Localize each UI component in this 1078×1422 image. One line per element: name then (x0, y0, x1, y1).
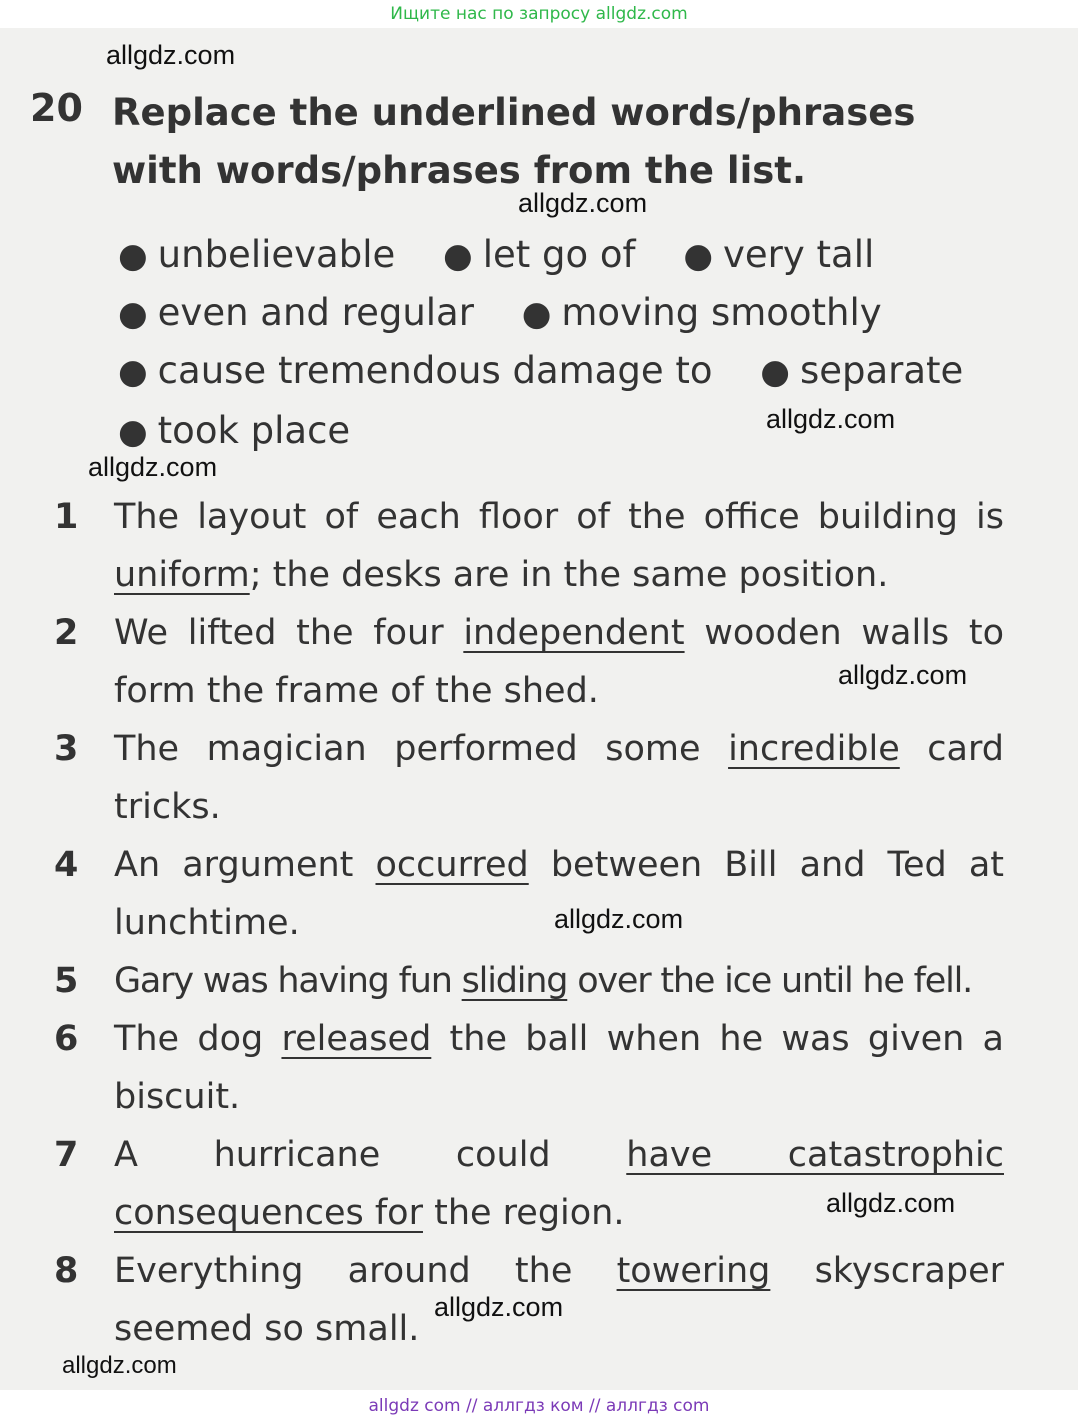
sentence-text: The dog (114, 1019, 282, 1059)
exercise-number: 20 (30, 86, 83, 130)
underlined-phrase: released (281, 1019, 432, 1059)
sentence-text: Everything around the (114, 1251, 617, 1291)
word-option: very tall (723, 233, 875, 276)
item-number: 5 (54, 961, 79, 1001)
item-sentence (114, 836, 1004, 952)
watermark: allgdz.com (838, 660, 968, 690)
watermark: allgdz.com (106, 40, 236, 70)
bullet-icon: ● (521, 294, 552, 334)
word-list-row (118, 409, 386, 452)
bullet-icon: ● (118, 412, 148, 452)
word-option: took place (157, 409, 351, 452)
sentence-text: Gary was having fun (114, 961, 462, 1001)
bullet-icon: ● (443, 236, 473, 276)
sentence-text: We lifted the four (114, 613, 464, 653)
watermark: allgdz.com (766, 404, 896, 434)
bullet-icon: ● (118, 352, 148, 392)
sentence-text: A hurricane could (114, 1135, 627, 1175)
word-option: separate (799, 349, 964, 392)
underlined-phrase: independent (463, 613, 685, 653)
bullet-icon: ● (683, 236, 713, 276)
item-number: 8 (54, 1251, 79, 1291)
item-number: 2 (54, 613, 79, 653)
word-option: cause tremendous damage to (157, 349, 713, 392)
word-option: let go of (482, 233, 636, 276)
sentence-text: the region. (422, 1193, 625, 1233)
word-option: moving smoothly (561, 291, 882, 334)
sentence-text: skyscraper seemed so small. (114, 1251, 1004, 1349)
underlined-phrase: sliding (461, 961, 568, 1001)
sentence-text: card tricks. (114, 729, 1004, 827)
item-sentence (114, 952, 1004, 1010)
item-sentence (114, 1126, 1004, 1242)
sentence-text: wooden walls to form the frame of the shed. (114, 613, 1005, 711)
word-option: even and regular (157, 291, 474, 334)
word-option: unbelievable (157, 233, 396, 276)
underlined-phrase: have catastrophic consequences for (114, 1135, 1004, 1233)
sentence-text: The magician performed some (114, 729, 729, 769)
sentence-text: over the ice until he fell. (567, 961, 973, 1001)
word-list-row (118, 233, 910, 276)
item-sentence (114, 1242, 1004, 1358)
bottom-banner: allgdz com // аллгдз ком // аллгдз com (0, 1390, 1078, 1422)
item-number: 7 (54, 1135, 79, 1175)
underlined-phrase: occurred (375, 845, 529, 885)
sentence-text: ; the desks are in the same position. (249, 555, 889, 595)
bullet-icon: ● (118, 236, 148, 276)
bullet-icon: ● (118, 294, 148, 334)
item-sentence (114, 604, 1004, 720)
item-number: 1 (54, 497, 79, 537)
watermark: allgdz.com (518, 188, 648, 218)
underlined-phrase: incredible (728, 729, 900, 769)
underlined-phrase: uniform (114, 555, 250, 595)
watermark: allgdz.com (826, 1188, 956, 1218)
bullet-icon: ● (760, 352, 790, 392)
sentence-text: The layout of each floor of the office building is (114, 497, 1004, 537)
item-sentence (114, 720, 1004, 836)
item-sentence (114, 1010, 1004, 1126)
item-number: 6 (54, 1019, 79, 1059)
top-banner: Ищите нас по запросу allgdz.com (0, 0, 1078, 28)
watermark: allgdz.com (88, 452, 218, 482)
item-number: 3 (54, 729, 79, 769)
word-list-row (118, 349, 999, 392)
sentence-text: the ball when he was given a biscuit. (114, 1019, 1004, 1117)
underlined-phrase: towering (616, 1251, 771, 1291)
exercise-instruction: Replace the underlined words/phrases with words/phrases from the list. (112, 91, 916, 192)
item-sentence (114, 488, 1004, 604)
item-number: 4 (54, 845, 79, 885)
watermark: allgdz.com (62, 1352, 177, 1379)
watermark: allgdz.com (434, 1292, 564, 1322)
word-list-row (118, 291, 918, 334)
sentence-text: between Bill and Ted at lunchtime. (114, 845, 1005, 943)
sentence-text: An argument (114, 845, 376, 885)
watermark: allgdz.com (554, 904, 684, 934)
